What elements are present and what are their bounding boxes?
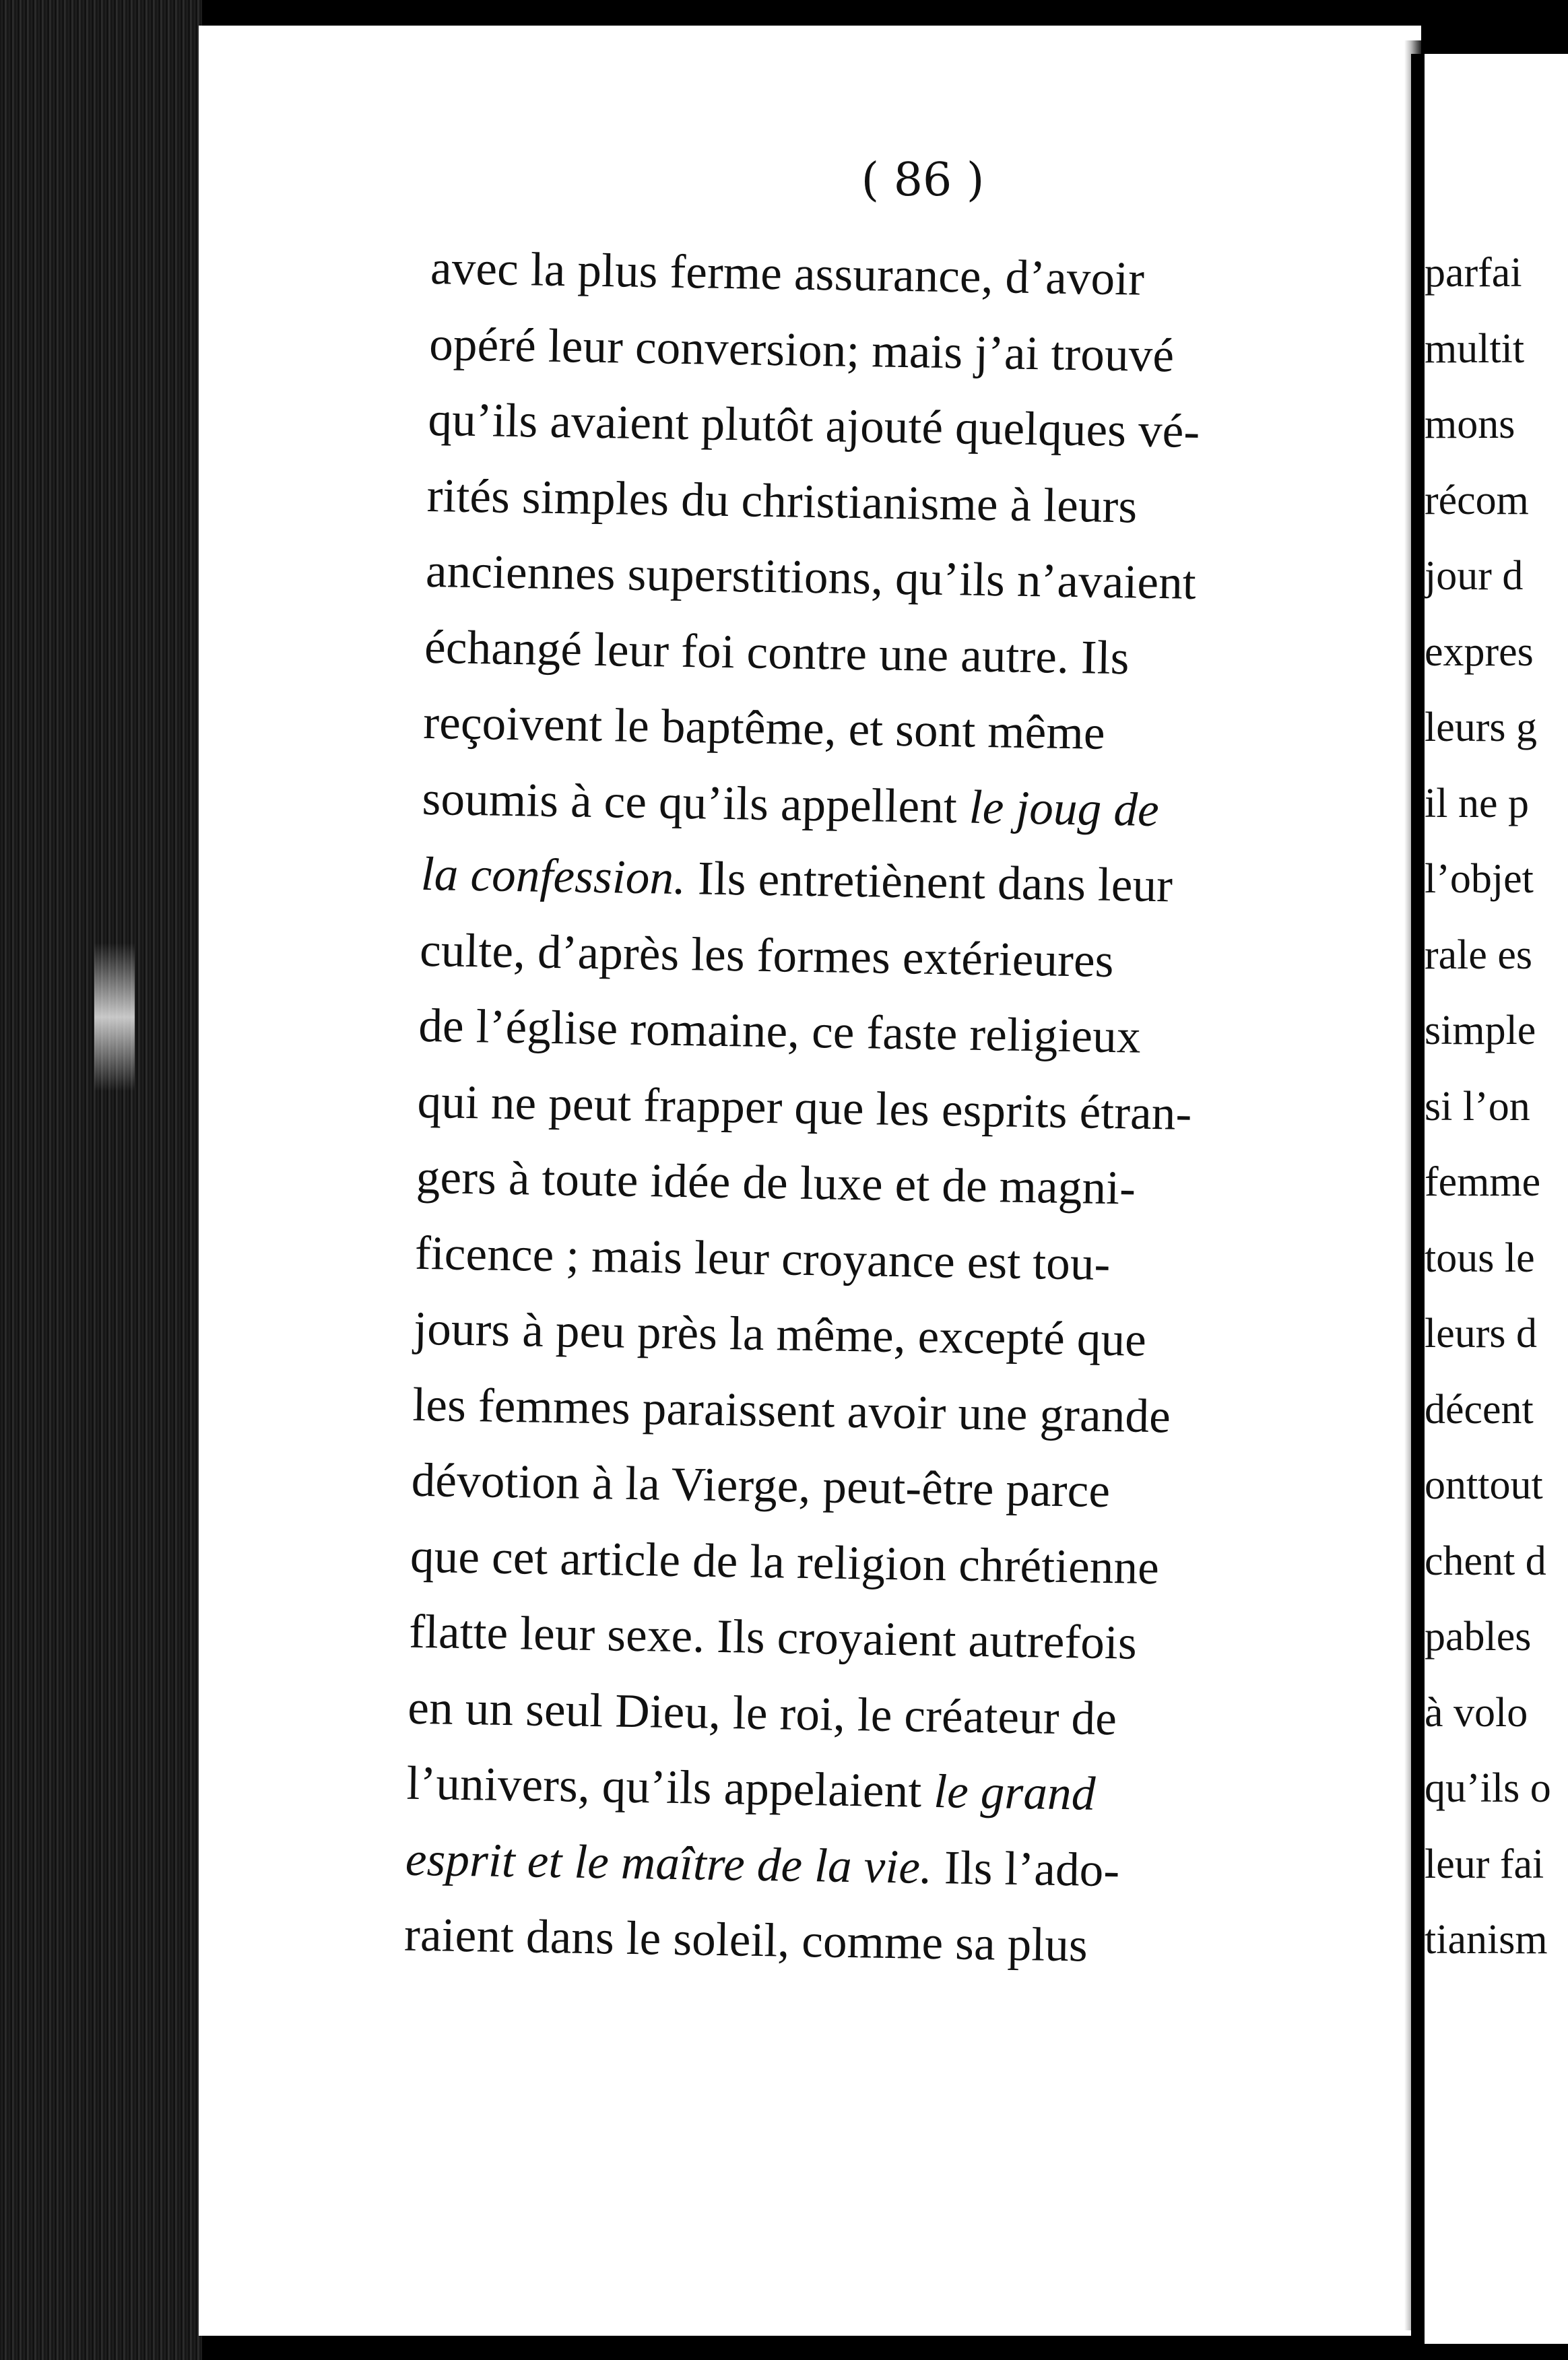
facing-page-edge <box>1411 54 1425 2344</box>
text-line <box>428 382 1399 473</box>
facing-page-fragment: leurs g <box>1425 704 1538 750</box>
page-number: ( 86 ) <box>861 154 985 207</box>
facing-page-fragment: rale es <box>1425 931 1533 978</box>
text-span: les femmes paraissent avoir une grande <box>412 1378 1171 1443</box>
text-line <box>413 1291 1384 1382</box>
italic-text: la confession. <box>420 847 686 905</box>
facing-page-fragment: tianism <box>1425 1917 1548 1963</box>
text-line <box>405 1821 1376 1912</box>
text-line <box>424 609 1395 700</box>
text-span: culte, d’après les formes extérieures <box>419 923 1115 987</box>
edge-highlight <box>94 943 135 1091</box>
book-edge <box>0 0 202 2360</box>
text-line <box>418 988 1390 1079</box>
text-span: reçoivent le baptême, et sont même <box>422 696 1106 760</box>
text-line <box>403 1897 1375 1988</box>
text-line <box>414 1215 1385 1306</box>
facing-page-fragment: simple <box>1425 1008 1536 1053</box>
text-span: dévotion à la Vierge, peut-être parce <box>411 1453 1111 1518</box>
text-line <box>425 533 1396 624</box>
text-span: qu’ils avaient plutôt ajouté quelques vé- <box>427 393 1200 458</box>
facing-page-fragment: l’objet <box>1425 856 1534 902</box>
text-span: en un seul Dieu, le roi, le créateur de <box>407 1681 1117 1745</box>
text-span: flatte leur sexe. Ils croyaient autrefois <box>408 1605 1138 1670</box>
facing-page-fragment: à volo <box>1425 1689 1528 1736</box>
facing-page-fragment: leur fai <box>1425 1841 1544 1887</box>
facing-page-fragment: onttout <box>1425 1462 1543 1508</box>
facing-page-fragment: si l’on <box>1425 1083 1530 1129</box>
text-line <box>410 1518 1381 1609</box>
text-line <box>406 1746 1377 1837</box>
facing-page-fragment: expres <box>1425 628 1534 675</box>
text-span: échangé leur foi contre une autre. Ils <box>424 620 1130 684</box>
text-line <box>419 912 1390 1003</box>
text-line <box>411 1443 1382 1534</box>
text-span: ficence ; mais leur croyance est tou- <box>414 1226 1111 1290</box>
italic-text: esprit et le maître de la vie. <box>405 1833 933 1894</box>
text-line <box>416 1140 1387 1231</box>
text-span: opéré leur conversion; mais j’ai trouvé <box>428 317 1175 382</box>
facing-page-fragment: il ne p <box>1425 780 1529 826</box>
text-span: avec la plus ferme assurance, d’avoir <box>430 241 1145 306</box>
text-line <box>426 457 1398 548</box>
text-span: Ils entretiènent dans leur <box>685 852 1173 913</box>
text-span: anciennes superstitions, qu’ils n’avaient <box>425 544 1197 610</box>
facing-page-fragment: mons <box>1425 401 1515 447</box>
text-span: de l’église romaine, ce faste religieux <box>418 999 1142 1063</box>
facing-page-fragment: multit <box>1425 325 1525 372</box>
text-span: gers à toute idée de luxe et de magni- <box>416 1150 1136 1215</box>
facing-page-fragment: récom <box>1425 477 1529 523</box>
facing-page-fragment: pables <box>1425 1614 1532 1660</box>
text-line <box>428 306 1400 397</box>
text-line <box>408 1594 1379 1685</box>
facing-page-fragment: jour d <box>1425 553 1524 599</box>
italic-text: le joug de <box>969 781 1160 837</box>
text-span: l’univers, qu’ils appelaient <box>406 1757 934 1818</box>
text-span: qui ne peut frapper que les esprits étran- <box>417 1075 1193 1140</box>
facing-page-fragment: tous le <box>1425 1235 1535 1281</box>
facing-page-fragment: qu’ils o <box>1425 1765 1551 1811</box>
text-line <box>417 1063 1388 1154</box>
text-line <box>412 1367 1383 1457</box>
text-span: raient dans le soleil, comme sa plus <box>403 1908 1088 1972</box>
text-span: soumis à ce qu’ils appellent <box>422 772 970 834</box>
text-span: que cet article de la religion chrétienne <box>410 1530 1160 1594</box>
italic-text: le grand <box>933 1765 1097 1821</box>
text-line <box>420 837 1392 927</box>
text-line <box>430 230 1401 321</box>
body-text <box>403 230 1400 1988</box>
text-line <box>407 1670 1379 1761</box>
text-line <box>422 760 1393 851</box>
text-span: jours à peu près la même, excepté que <box>413 1302 1147 1367</box>
facing-page-fragment: décent <box>1425 1386 1534 1433</box>
text-span: rités simples du christianisme à leurs <box>426 469 1138 533</box>
text-line <box>423 685 1394 776</box>
text-span: Ils l’ado- <box>932 1841 1120 1897</box>
facing-page-fragment: leurs d <box>1425 1311 1538 1356</box>
facing-page-fragment: chent d <box>1425 1538 1546 1584</box>
facing-page-fragment: femme <box>1425 1159 1541 1205</box>
facing-page-fragment: parfai <box>1425 250 1522 296</box>
